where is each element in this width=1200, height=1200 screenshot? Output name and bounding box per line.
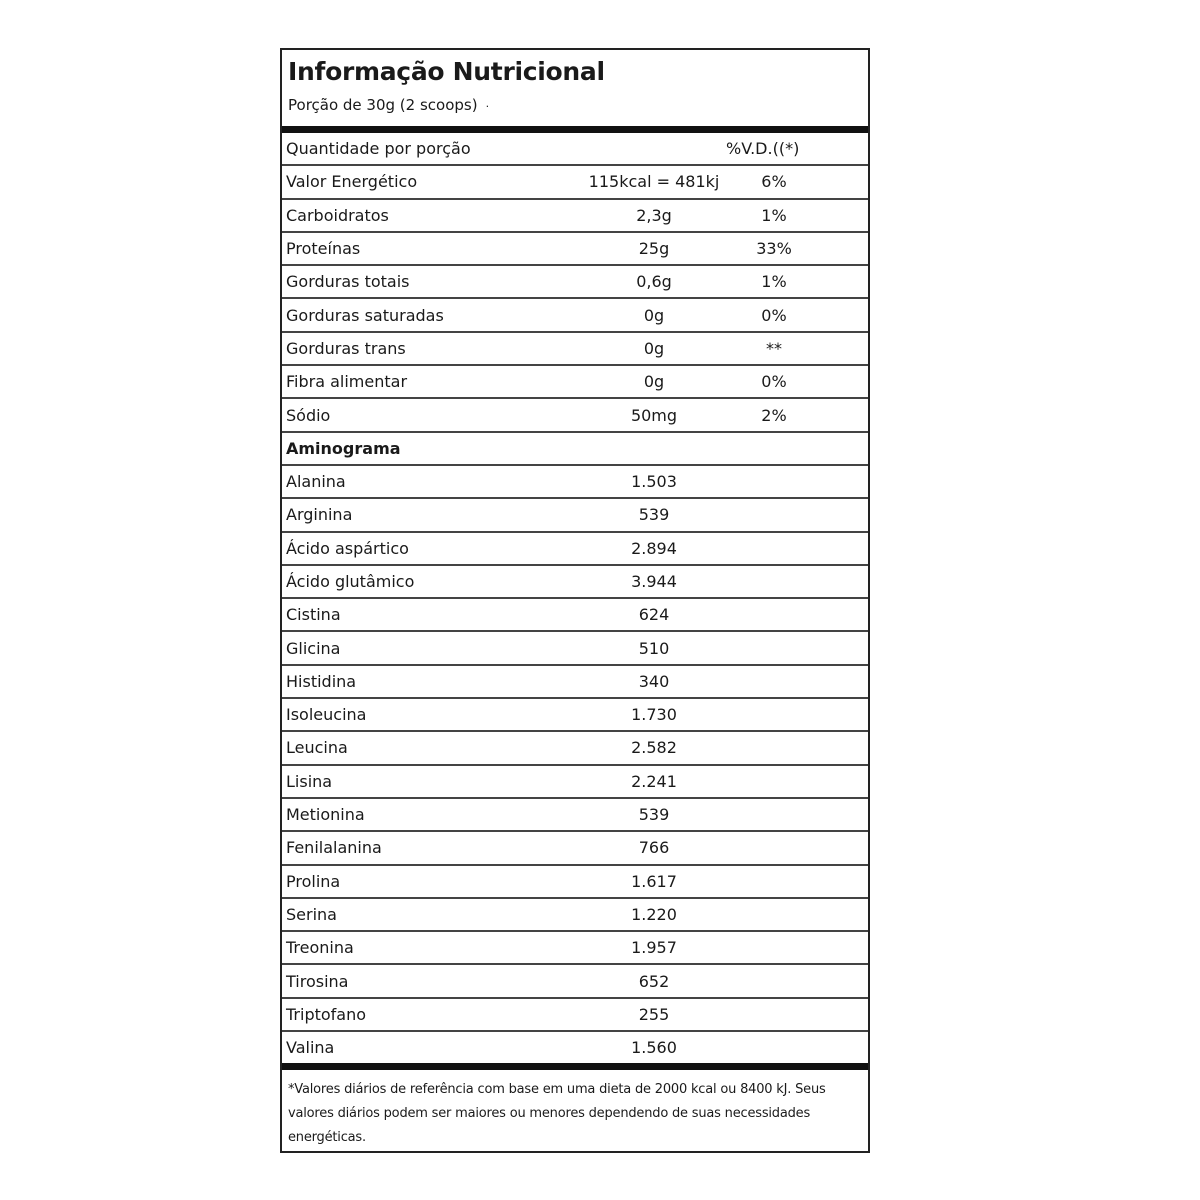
row-amount: 624: [638, 605, 670, 625]
row-name: Serina: [286, 904, 337, 924]
row-daily-value: **: [766, 338, 782, 358]
row-name: Prolina: [286, 871, 341, 891]
row-name: Treonina: [286, 938, 354, 958]
aminoacid-rows: [282, 466, 868, 1070]
table-row: [282, 466, 868, 499]
table-row: [282, 899, 868, 932]
row-name: Ácido aspártico: [286, 538, 409, 558]
row-name: Proteínas: [286, 239, 361, 259]
table-row: [282, 866, 868, 899]
row-amount: 2.241: [631, 771, 677, 791]
row-name: Metionina: [286, 805, 365, 825]
dv-header: %V.D.((*): [726, 139, 800, 159]
row-amount: 25g: [638, 239, 670, 259]
row-amount: 1.730: [631, 705, 677, 725]
row-name: Arginina: [286, 505, 353, 525]
row-name: Cistina: [286, 605, 341, 625]
serving-size: [288, 92, 862, 120]
row-name: Sódio: [286, 405, 331, 425]
row-amount: 1.560: [631, 1038, 677, 1058]
table-row: [282, 299, 868, 332]
row-name: Glicina: [286, 638, 341, 658]
table-row: [282, 333, 868, 366]
table-row: [282, 266, 868, 299]
aminogram-title: Aminograma: [286, 438, 401, 458]
row-name: Gorduras totais: [286, 272, 410, 292]
row-daily-value: 0%: [761, 305, 787, 325]
row-amount: 1.503: [631, 472, 677, 492]
row-name: Lisina: [286, 771, 333, 791]
row-name: Triptofano: [286, 1004, 367, 1024]
table-row: [282, 965, 868, 998]
table-row: [282, 166, 868, 199]
table-row: [282, 699, 868, 732]
row-amount: 0g: [643, 338, 665, 358]
footnote: *Valores diários de referência com base em uma dieta de 2000 kcal ou 8400 kJ. Seus valores diários podem ser maiores ou menores dependendo de suas necessidades energéticas.: [288, 1082, 826, 1146]
table-row: [282, 732, 868, 765]
nutrient-rows: [282, 166, 868, 432]
row-amount: 2.582: [631, 738, 677, 758]
row-amount: 510: [638, 638, 670, 658]
table-row: [282, 499, 868, 532]
table-row: [282, 599, 868, 632]
table-row: [282, 566, 868, 599]
serving-text: Porção de 30g (2 scoops): [288, 96, 478, 114]
row-name: Fenilalanina: [286, 838, 382, 858]
row-daily-value: 1%: [761, 205, 787, 225]
row-name: Isoleucina: [286, 705, 367, 725]
row-name: Histidina: [286, 671, 357, 691]
table-row: [282, 632, 868, 665]
row-name: Valina: [286, 1038, 335, 1058]
row-name: Ácido glutâmico: [286, 572, 415, 591]
table-row: [282, 932, 868, 965]
table-row: [282, 366, 868, 399]
row-amount: 115kcal = 481kj: [588, 172, 720, 192]
table-row: [282, 832, 868, 865]
row-amount: 340: [638, 671, 670, 691]
row-amount: 50mg: [630, 405, 678, 425]
row-name: Tirosina: [286, 971, 349, 991]
row-daily-value: 0%: [761, 372, 787, 392]
row-amount: 1.957: [631, 938, 677, 958]
row-amount: 652: [638, 971, 670, 991]
row-amount: 3.944: [631, 572, 677, 591]
row-amount: 2.894: [631, 538, 677, 558]
row-name: Leucina: [286, 738, 348, 758]
table-row: [282, 766, 868, 799]
row-amount: 539: [638, 805, 670, 825]
row-name: Fibra alimentar: [286, 372, 408, 392]
quantity-header: Quantidade por porção: [286, 139, 471, 159]
row-name: Gorduras saturadas: [286, 305, 444, 325]
row-name: Valor Energético: [286, 172, 418, 192]
aminogram-section-row: [282, 433, 868, 466]
nutrition-facts-label: [280, 48, 870, 1153]
table-row: [282, 233, 868, 266]
row-name: Gorduras trans: [286, 338, 406, 358]
row-amount: 0g: [643, 305, 665, 325]
table-row: [282, 666, 868, 699]
row-daily-value: 33%: [756, 239, 792, 259]
row-name: Alanina: [286, 472, 346, 492]
row-daily-value: 1%: [761, 272, 787, 292]
row-amount: 255: [638, 1004, 670, 1024]
row-amount: 1.617: [631, 871, 677, 891]
row-amount: 766: [638, 838, 670, 858]
row-name: Carboidratos: [286, 205, 389, 225]
serving-marker: ·: [485, 100, 490, 113]
column-header-row: [282, 133, 868, 166]
row-daily-value: 2%: [761, 405, 787, 425]
table-row: [282, 533, 868, 566]
table-row: [282, 399, 868, 432]
label-header: [282, 50, 868, 133]
row-amount: 539: [638, 505, 670, 525]
row-daily-value: 6%: [761, 172, 787, 192]
row-amount: 1.220: [631, 904, 677, 924]
row-amount: 0g: [643, 372, 665, 392]
table-row: [282, 799, 868, 832]
row-amount: 2,3g: [636, 205, 672, 225]
row-amount: 0,6g: [636, 272, 672, 292]
table-row: [282, 999, 868, 1032]
label-title: Informação Nutricional: [288, 57, 605, 86]
table-row: [282, 1032, 868, 1070]
table-row: [282, 200, 868, 233]
